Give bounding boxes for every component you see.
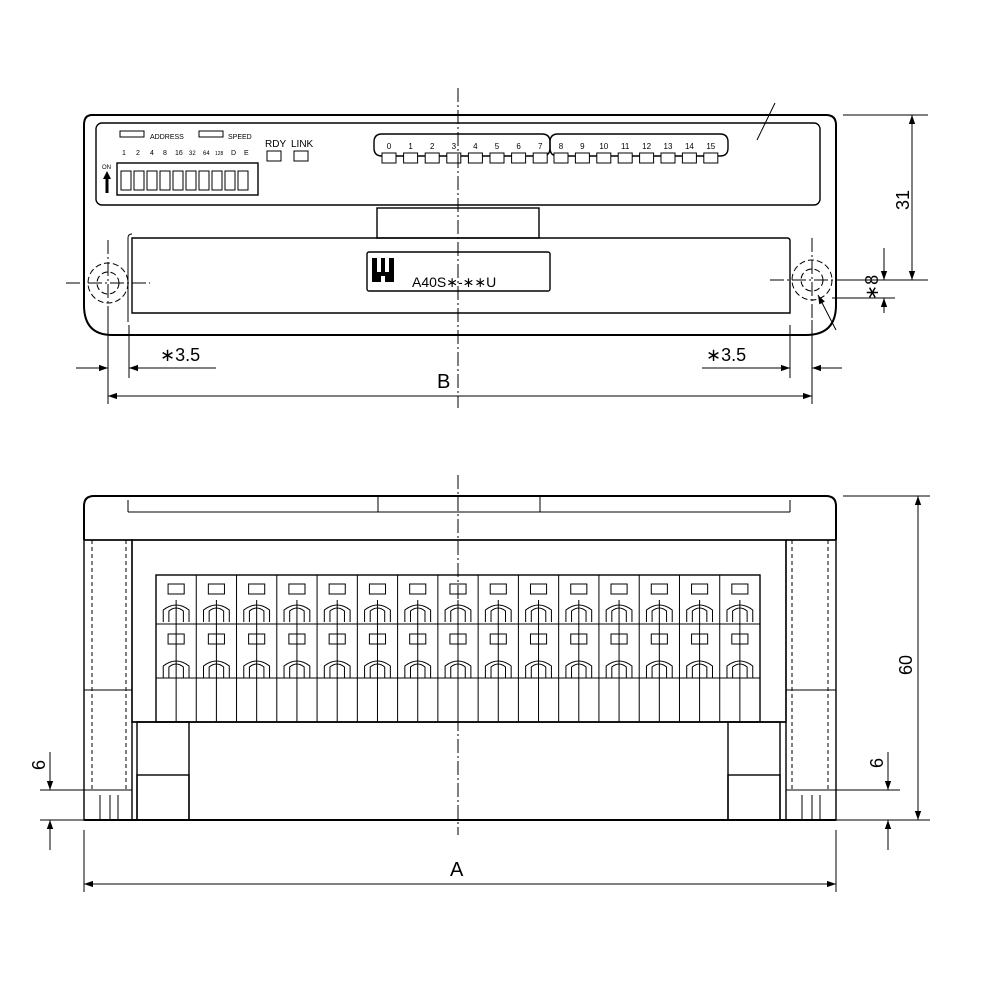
dim-a-value: A <box>450 859 464 881</box>
input-led <box>575 153 589 163</box>
terminal-column <box>679 575 719 722</box>
terminal-column <box>518 575 558 722</box>
input-led <box>425 153 439 163</box>
dim-b-value: B <box>437 371 451 393</box>
led-number-label: 6 <box>516 142 521 151</box>
led-number-label: 14 <box>684 142 694 151</box>
dip-number-d: D <box>231 150 237 157</box>
dip-number-16: 16 <box>175 150 183 157</box>
input-led <box>640 153 654 163</box>
dim-3-5-right-value: ∗3.5 <box>706 345 747 365</box>
terminal-column <box>599 575 639 722</box>
dim-3-5-left-value: ∗3.5 <box>160 345 201 365</box>
dip-number-2: 2 <box>136 150 140 157</box>
led-number-label: 7 <box>537 142 543 151</box>
terminal-column <box>398 575 438 722</box>
address-label: ADDRESS <box>150 134 184 141</box>
dip-switch[interactable] <box>160 171 170 190</box>
dip-number-128: 128 <box>215 151 224 157</box>
front-view-dimensions <box>29 496 930 892</box>
input-led <box>447 153 461 163</box>
mounting-hole-right <box>770 238 852 318</box>
led-number-label: 3 <box>451 142 457 151</box>
input-led <box>468 153 482 163</box>
top-view <box>84 103 836 335</box>
dim-8-value: ∗8 <box>862 274 882 300</box>
dip-switch[interactable] <box>212 171 222 190</box>
dip-switch[interactable] <box>134 171 144 190</box>
dip-switch[interactable] <box>147 171 157 190</box>
terminal-column <box>639 575 679 722</box>
dip-switch[interactable] <box>199 171 209 190</box>
rdy-label: RDY <box>265 139 287 150</box>
maker-logo-icon <box>372 258 394 282</box>
dip-number-64: 64 <box>203 151 210 157</box>
input-led <box>682 153 696 163</box>
front-main-body <box>132 540 786 722</box>
led-number-label: 12 <box>642 142 652 151</box>
led-number-label: 11 <box>621 142 630 151</box>
input-led <box>661 153 675 163</box>
dip-number-4: 4 <box>150 150 154 157</box>
dim-31-value: 31 <box>893 189 913 210</box>
dip-switches <box>121 171 248 190</box>
dim-6-left-value: 6 <box>29 759 49 770</box>
terminal-column <box>357 575 397 722</box>
input-led <box>533 153 547 163</box>
dip-switch[interactable] <box>173 171 183 190</box>
dip-number-1: 1 <box>122 150 126 157</box>
input-led <box>382 153 396 163</box>
on-arrow-icon <box>103 171 111 193</box>
input-led <box>554 153 568 163</box>
front-view <box>84 475 836 835</box>
terminal-column <box>156 584 196 722</box>
on-label: ON <box>102 165 111 171</box>
led-number-label: 10 <box>599 142 609 151</box>
model-text: A40S∗-∗∗U <box>412 274 497 290</box>
top-view-outline <box>84 115 836 335</box>
dip-number-e: E <box>244 150 249 157</box>
input-led <box>512 153 526 163</box>
speed-label: SPEED <box>228 134 252 141</box>
led-number-label: 5 <box>494 142 500 151</box>
input-led <box>404 153 418 163</box>
foot-left-lower <box>137 775 189 820</box>
terminal-column <box>478 575 518 722</box>
front-top-cover <box>84 496 836 540</box>
led-number-label: 4 <box>473 142 478 151</box>
rdy-led <box>267 151 281 161</box>
link-led <box>294 151 308 161</box>
dip-number-8: 8 <box>163 150 167 157</box>
dim-6-right-value: 6 <box>867 757 887 768</box>
dip-number-32: 32 <box>189 151 196 157</box>
led-number-label: 15 <box>706 142 716 151</box>
dip-switch[interactable] <box>238 171 248 190</box>
link-label: LINK <box>291 139 314 150</box>
foot-right-lower <box>728 775 780 820</box>
input-led <box>704 153 718 163</box>
led-number-label: 8 <box>558 142 564 151</box>
terminal-column <box>317 575 357 722</box>
input-led <box>490 153 504 163</box>
led-number-label: 13 <box>663 142 673 151</box>
dip-switch[interactable] <box>121 171 131 190</box>
led-number-label: 1 <box>408 142 413 151</box>
dip-switch[interactable] <box>225 171 235 190</box>
dip-switch[interactable] <box>186 171 196 190</box>
led-number-label: 2 <box>429 142 435 151</box>
led-number-label: 9 <box>580 142 585 151</box>
terminal-column <box>277 575 317 722</box>
led-number-label: 0 <box>386 142 392 151</box>
input-led <box>618 153 632 163</box>
front-left-side <box>84 540 132 820</box>
terminal-column <box>196 575 236 722</box>
terminal-column <box>237 575 277 722</box>
foot-right <box>728 722 780 820</box>
terminal-column <box>559 575 599 722</box>
foot-left <box>137 722 189 820</box>
input-led <box>597 153 611 163</box>
terminal-column <box>720 575 760 722</box>
top-view-dimensions <box>76 88 928 408</box>
dim-60-value: 60 <box>896 654 916 675</box>
mounting-hole-left <box>66 240 150 320</box>
